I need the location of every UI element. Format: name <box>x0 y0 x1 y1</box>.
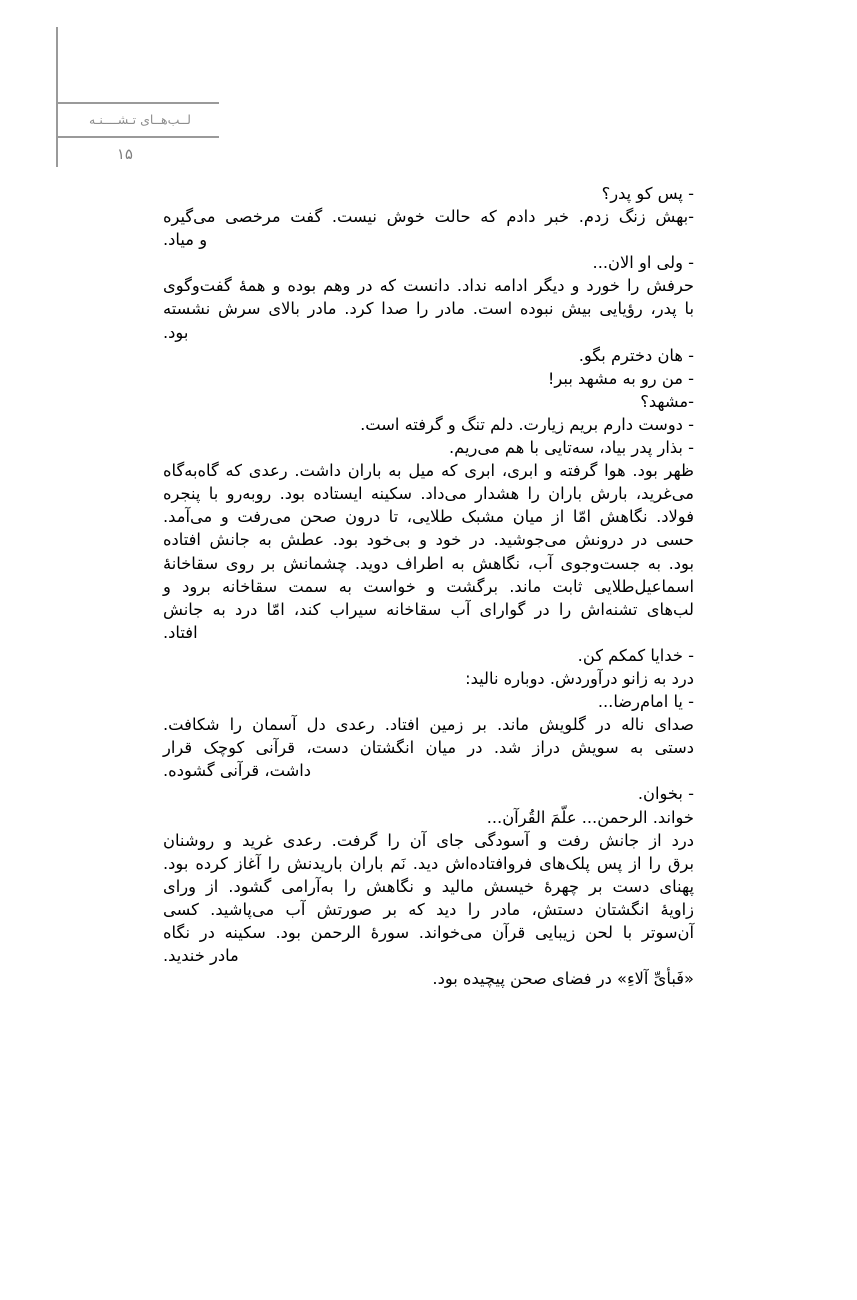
header-bottom-rule <box>56 136 219 138</box>
text-line: ظهر بود. هوا گرفته و ابری، ابری که میل به باران داشت. رعدی که گاه‌به‌گاه <box>163 461 694 481</box>
header-top-rule <box>56 102 219 104</box>
text-line: لب‌های تشنه‌اش را در گوارای آب سقاخانه سیراب کند، امّا درد به جانش <box>163 599 694 619</box>
text-line: «فَبأیِّ آلاءِ» در فضای صحن پیچیده بود. <box>432 969 694 989</box>
text-line: و میاد. <box>163 230 208 250</box>
text-line: بود. <box>163 322 189 342</box>
text-line: - دوست دارم بریم زیارت. دلم تنگ و گرفته است. <box>360 414 694 434</box>
text-line: بود. به جست‌وجوی آب، نگاهش به اطراف دوید. چشمانش بر روی سقاخانهٔ <box>163 553 694 573</box>
text-line: زاویهٔ انگشتان دستش، مادر را دید که بر صورتش آب می‌پاشید. کسی <box>163 899 694 919</box>
text-line: درد به زانو درآوردش. دوباره نالید: <box>465 668 694 688</box>
text-line: - پس کو پدر؟ <box>601 184 694 203</box>
text-line: آن‌سوتر با لحن زیبایی قرآن می‌خواند. سورهٔ الرحمن بود. سکینه در نگاه <box>163 923 694 942</box>
body-text <box>163 182 694 990</box>
text-line: فولاد. نگاهش امّا از میان مشبک طلایی، تا درون صحن می‌رفت و می‌آمد. <box>163 507 694 527</box>
text-line: - بخوان. <box>637 784 694 804</box>
text-line: حرفش را خورد و دیگر ادامه نداد. دانست که در وهم بوده و همهٔ گفت‌وگوی <box>163 276 694 296</box>
text-line: - هان دخترم بگو. <box>578 345 694 365</box>
text-line: - بذار پدر بیاد، سه‌تایی با هم می‌ریم. <box>449 438 694 458</box>
text-line: - من رو به مشهد ببر! <box>547 368 694 388</box>
text-line: پهنای دست بر چهرهٔ خیسش مالید و نگاهش را به‌آرامی گشود. از ورای <box>163 876 694 896</box>
text-line: می‌غرید، بارش باران را هشدار می‌داد. سکینه ایستاده بود. روبه‌رو با پنجره <box>163 484 694 504</box>
running-header <box>56 27 219 167</box>
text-line: مادر خندید. <box>163 946 239 966</box>
header-vertical-rule <box>56 27 58 167</box>
text-line: -بهش زنگ زدم. خبر دادم که حالت خوش نیست. گفت مرخصی می‌گیره <box>163 207 694 227</box>
text-line: اسماعیل‌طلایی ثابت ماند. برگشت و خواست به سمت سقاخانه برود و <box>163 576 694 596</box>
text-line: - ولی او الان... <box>592 253 694 273</box>
text-line: -مشهد؟ <box>640 391 694 411</box>
page-number: ۱۵ <box>116 145 133 163</box>
text-line: داشت، قرآنی گشوده. <box>163 761 312 781</box>
text-line: دستی به سویش دراز شد. در میان انگشتان دست، قرآنی کوچک قرار <box>163 738 694 758</box>
text-line: - خدایا کمکم کن. <box>577 645 694 665</box>
text-line: حسی در درونش می‌جوشید. در خود و بی‌خود بود. عطش به جانش افتاده <box>163 530 694 550</box>
text-line: افتاد. <box>163 622 198 642</box>
text-line: درد از جانش رفت و آسودگی جای آن را گرفت. رعدی غرید و روشنان <box>163 830 694 850</box>
text-line: صدای ناله در گلویش ماند. بر زمین افتاد. رعدی دل آسمان را شکافت. <box>163 715 694 735</box>
text-line: برق را از پس پلک‌های فروافتاده‌اش دید. نَم باران باریدنش را آغاز کرده بود. <box>163 853 694 873</box>
text-line: - یا امام‌رضا... <box>597 692 694 712</box>
text-line: با پدر، رؤیایی بیش نبوده است. مادر را صدا کرد. مادر بالای سرش نشسته <box>163 299 694 319</box>
book-title: لــب‌هــای تـشــــنـه <box>89 112 191 127</box>
text-line: خواند. الرحمن... علّمَ القُرآن... <box>486 807 694 827</box>
